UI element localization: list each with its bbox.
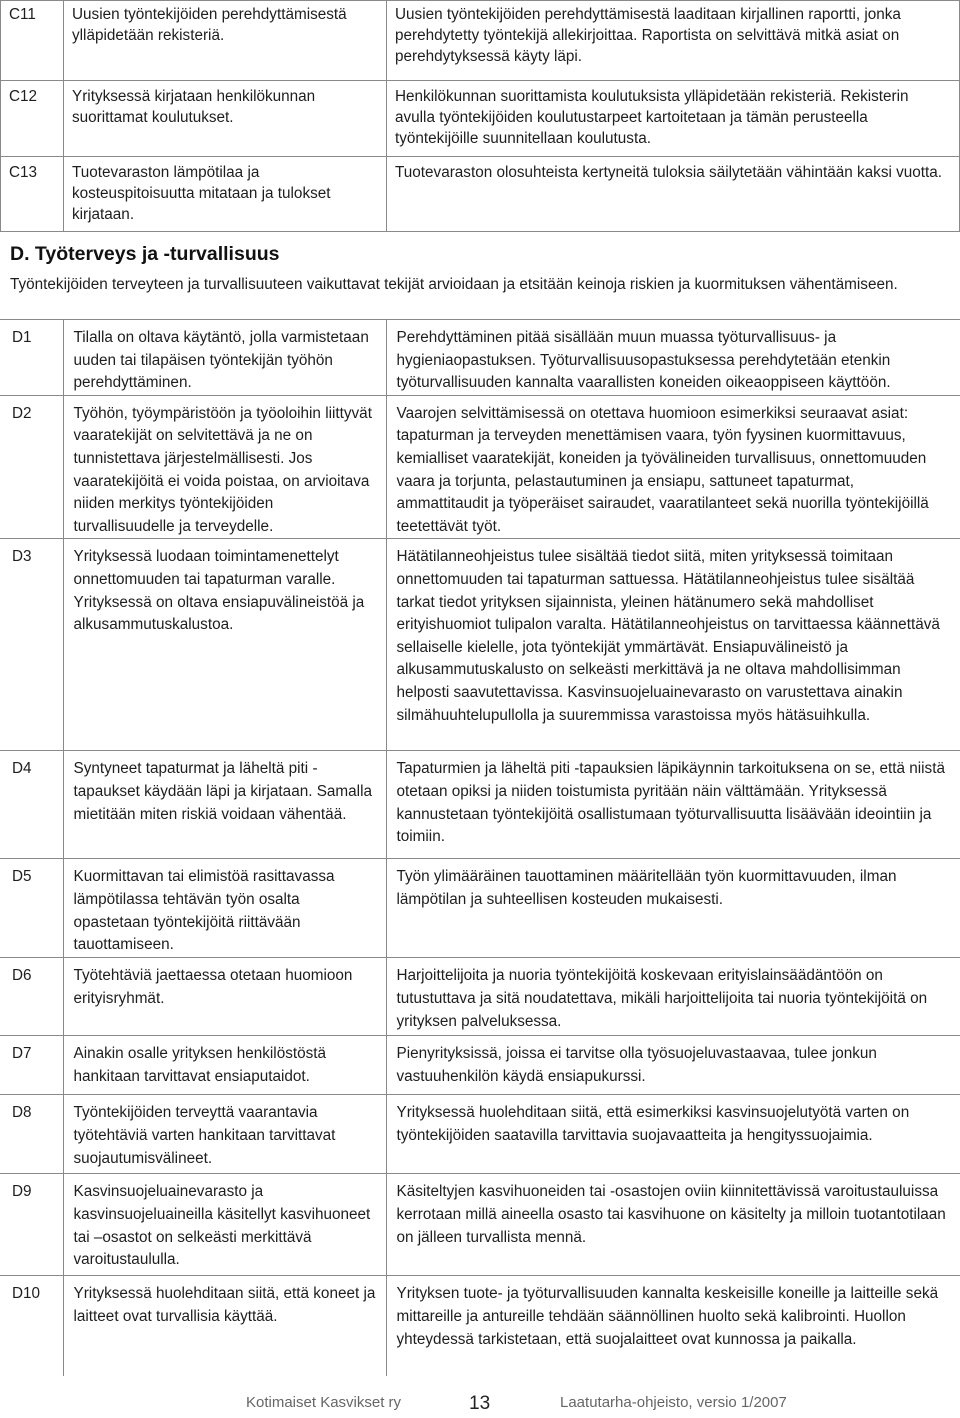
requirement-text: Työtehtäviä jaettaessa otetaan huomioon erityisryhmät. — [63, 958, 386, 1036]
table-row — [0, 320, 960, 396]
requirement-text: Kasvinsuojeluainevarasto ja kasvinsuojeluaineilla käsitellyt kasvihuoneet tai –osastot on selkeästi merkittävä varoitustaululla. — [63, 1174, 386, 1276]
footer-document-title: Laatutarha-ohjeisto, versio 1/2007 — [560, 1394, 787, 1411]
requirement-text: Syntyneet tapaturmat ja läheltä piti -tapaukset käydään läpi ja kirjataan. Samalla mietitään miten riskiä voidaan vähentää. — [63, 751, 386, 859]
requirement-text: Yrityksessä kirjataan henkilökunnan suorittamat koulutukset. — [64, 81, 387, 157]
requirement-code: D1 — [0, 320, 63, 396]
requirement-code: D7 — [0, 1036, 63, 1095]
requirement-code: D6 — [0, 958, 63, 1036]
guidance-text: Hätätilanneohjeistus tulee sisältää tiedot siitä, miten yrityksessä toimitaan onnettomuuden tai tapaturman sattuessa. Hätätilanneohjeistus tulee sisältää tarkat tiedot yrityksen sijainnista, yleinen hätänumero sekä mahdolliset erityishuomiot tulipalon varalta. Hätätilanneohjeistus on tarvittaessa käännettävä sellaiselle kielelle, jota työntekijät ymmärtävät. Ensiapuvälineistö ja alkusammutuskalusto on selkeästi merkittävä ja ne oltava mahdollisimman helposti saavutettavissa. Kasvinsuojeluainevarasto on varustettava ainakin silmähuuhtelupullolla ja suuremmissa varastoissa myös hätäsuihkulla. — [386, 539, 960, 751]
requirement-text: Yrityksessä luodaan toimintamenettelyt onnettomuuden tai tapaturman varalle. Yrityksessä on oltava ensiapuvälineistöä ja alkusammutuskalustoa. — [63, 539, 386, 751]
table-row — [0, 751, 960, 859]
guidance-text: Pienyrityksissä, joissa ei tarvitse olla työsuojeluvastaavaa, tulee jonkun vastuuhenkilön käydä ensiapukurssi. — [386, 1036, 960, 1095]
section-intro: Työntekijöiden terveyteen ja turvallisuuteen vaikuttavat tekijät arvioidaan ja etsitään keinoja riskien ja kuormituksen vähentämiseen. — [10, 276, 898, 293]
requirement-text: Kuormittavan tai elimistöä rasittavassa lämpötilassa tehtävän työn osalta opastetaan työntekijöitä riittävään tauottamiseen. — [63, 859, 386, 958]
table-row — [0, 1036, 960, 1095]
guidance-text: Harjoittelijoita ja nuoria työntekijöitä koskevaan erityislainsäädäntöön on tutustuttava ja sitä noudatettava, mikäli harjoittelijoita tai nuoria työntekijöitä on yrityksen palveluksessa. — [386, 958, 960, 1036]
section-title: D. Työterveys ja -turvallisuus — [10, 243, 280, 265]
requirement-code: D10 — [0, 1276, 63, 1376]
guidance-text: Uusien työntekijöiden perehdyttämisestä laaditaan kirjallinen raportti, jonka perehdytetty työntekijä allekirjoittaa. Raportista on selvittävä mitkä asiat on perehdytyksessä käyty läpi. — [387, 1, 960, 81]
requirement-text: Työntekijöiden terveyttä vaarantavia työtehtäviä varten hankitaan tarvittavat suojautumisvälineet. — [63, 1095, 386, 1174]
guidance-text: Tapaturmien ja läheltä piti -tapauksien läpikäynnin tarkoituksena on se, että niistä otetaan opiksi ja niiden toistumista pyritään näin välttämään. Yrityksessä kannustetaan työntekijöitä osallistumaan työturvallisuutta lisäävään ideointiin ja toimiin. — [386, 751, 960, 859]
page-number: 13 — [469, 1393, 491, 1414]
guidance-text: Työn ylimääräinen tauottaminen määritellään työn kuormittavuuden, ilman lämpötilan ja suhteellisen kosteuden mukaisesti. — [386, 859, 960, 958]
table-row — [1, 1, 960, 81]
requirement-text: Uusien työntekijöiden perehdyttämisestä ylläpidetään rekisteriä. — [64, 1, 387, 81]
requirement-code: C12 — [1, 81, 64, 157]
table-row — [0, 958, 960, 1036]
requirement-code: D9 — [0, 1174, 63, 1276]
footer-publisher: Kotimaiset Kasvikset ry — [246, 1394, 402, 1411]
requirement-text: Tuotevaraston lämpötilaa ja kosteuspitoisuutta mitataan ja tulokset kirjataan. — [64, 157, 387, 232]
requirement-text: Yrityksessä huolehditaan siitä, että koneet ja laitteet ovat turvallisia käyttää. — [63, 1276, 386, 1376]
table-row — [0, 539, 960, 751]
requirement-code: D4 — [0, 751, 63, 859]
requirement-code: D5 — [0, 859, 63, 958]
requirement-code: C11 — [1, 1, 64, 81]
table-row — [1, 81, 960, 157]
table-row — [0, 1095, 960, 1174]
requirement-code: D3 — [0, 539, 63, 751]
requirement-text: Työhön, työympäristöön ja työoloihin liittyvät vaaratekijät on selvitettävä ja ne on tunnistettava järjestelmällisesti. Jos vaaratekijöitä ei voida poistaa, on arvioitava niiden merkitys työntekijöiden turvallisuudelle ja terveydelle. — [63, 395, 386, 539]
d-requirements-table — [0, 319, 960, 1376]
table-row — [0, 859, 960, 958]
requirement-code: D2 — [0, 395, 63, 539]
requirement-text: Tilalla on oltava käytäntö, jolla varmistetaan uuden tai tilapäisen työntekijän työhön perehdyttäminen. — [63, 320, 386, 396]
guidance-text: Yrityksessä huolehditaan siitä, että esimerkiksi kasvinsuojelutyötä varten on työntekijöiden saatavilla tarvittavia suojavaatteita ja hengityssuojaimia. — [386, 1095, 960, 1174]
guidance-text: Henkilökunnan suorittamista koulutuksista ylläpidetään rekisteriä. Rekisterin avulla työntekijöiden koulutustarpeet kartoitetaan ja tämän perusteella työntekijöille suunnitellaan koulutusta. — [387, 81, 960, 157]
guidance-text: Perehdyttäminen pitää sisällään muun muassa työturvallisuus- ja hygieniaopastuksen. Työturvallisuusopastuksessa perehdytetään etenkin työturvallisuuden kannalta vaarallisten koneiden oikeaoppiseen käyttöön. — [386, 320, 960, 396]
requirement-code: C13 — [1, 157, 64, 232]
guidance-text: Käsiteltyjen kasvihuoneiden tai -osastojen oviin kiinnitettävissä varoitustauluissa kerrotaan millä aineella osasto tai kasvihuone on käsitelty ja milloin tuotantotilaan on jälleen turvallista mennä. — [386, 1174, 960, 1276]
requirement-code: D8 — [0, 1095, 63, 1174]
table-row — [0, 395, 960, 539]
guidance-text: Tuotevaraston olosuhteista kertyneitä tuloksia säilytetään vähintään kaksi vuotta. — [387, 157, 960, 232]
table-row — [0, 1276, 960, 1376]
table-row — [1, 157, 960, 232]
guidance-text: Vaarojen selvittämisessä on otettava huomioon esimerkiksi seuraavat asiat: tapaturman ja terveyden menettämisen vaara, työn fyysinen kuormittavuus, kemialliset vaaratekijät, koneiden ja työvälineiden turvallisuus, onnettomuuden vaara ja torjunta, pelastautuminen ja ensiapu, sattuneet tapaturmat, ammattitaudit ja työperäiset sairaudet, vaaratilanteet sekä nuorilla työntekijöillä teetettävät työt. — [386, 395, 960, 539]
guidance-text: Yrityksen tuote- ja työturvallisuuden kannalta keskeisille koneille ja laitteille sekä mittareille ja antureille tehdään säännöllinen huolto sekä kalibrointi. Huollon yhteydessä tarkistetaan, että suojalaitteet ovat kunnossa ja paikalla. — [386, 1276, 960, 1376]
requirement-text: Ainakin osalle yrityksen henkilöstöstä hankitaan tarvittavat ensiaputaidot. — [63, 1036, 386, 1095]
table-row — [0, 1174, 960, 1276]
c-requirements-table — [0, 0, 960, 232]
